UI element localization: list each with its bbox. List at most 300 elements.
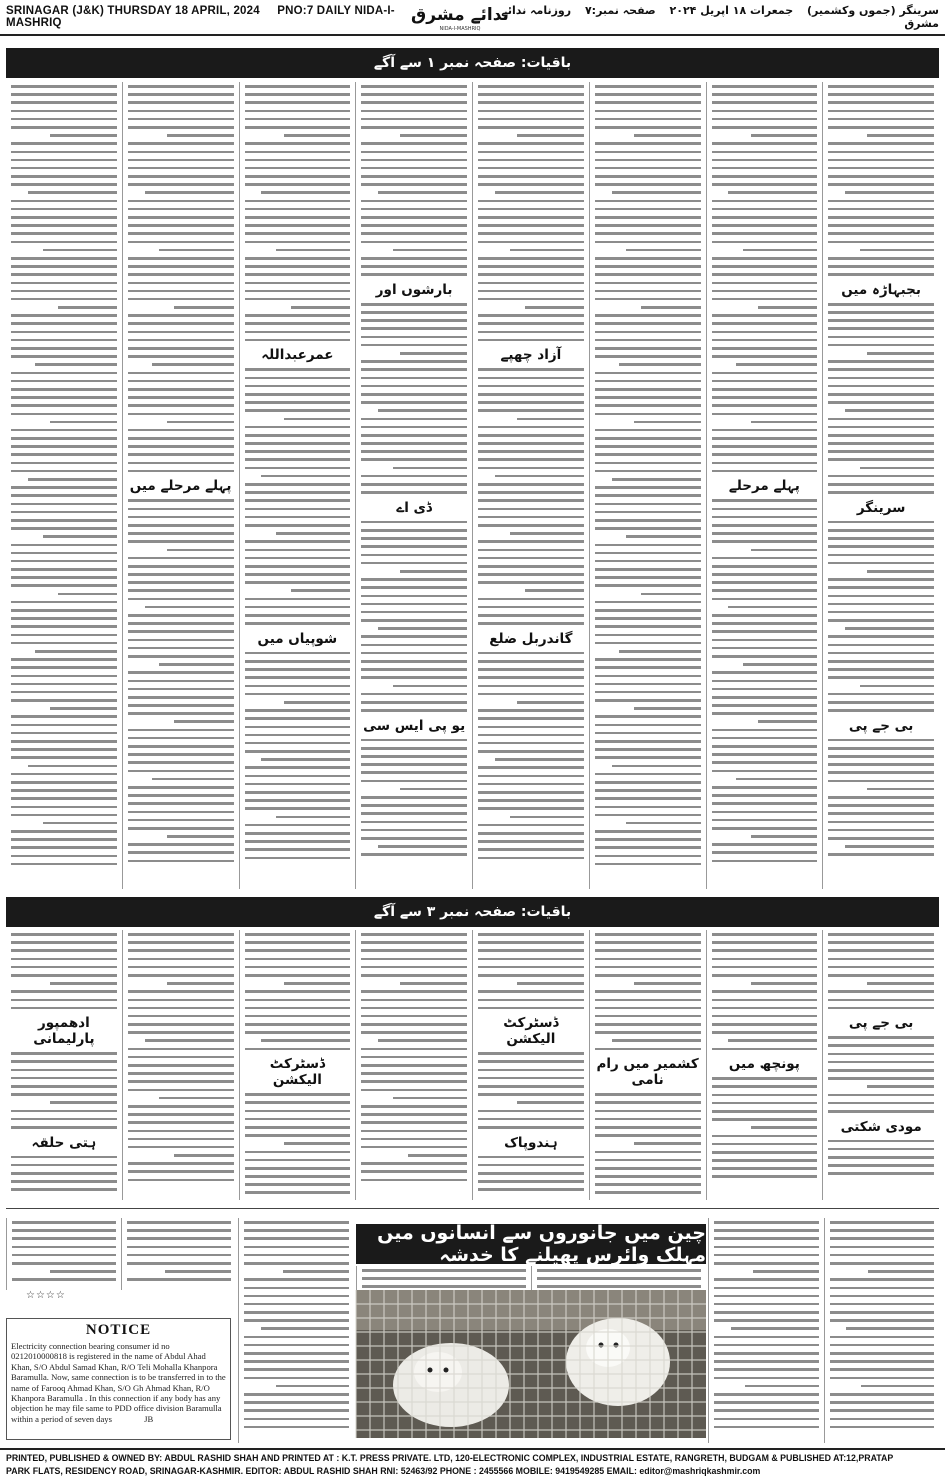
text-line — [174, 720, 233, 723]
text-line — [595, 183, 701, 186]
text-line — [12, 1278, 116, 1281]
text-line — [712, 573, 818, 576]
text-line — [11, 642, 117, 645]
text-line — [712, 1159, 818, 1162]
text-line — [478, 540, 584, 543]
text-line — [128, 200, 234, 203]
text-line — [736, 363, 817, 366]
masthead-urdu-page: صفحہ نمبر:۷ — [584, 4, 656, 17]
article-column — [6, 82, 122, 889]
text-line — [245, 298, 351, 301]
text-line — [712, 232, 818, 235]
text-line — [361, 966, 467, 969]
text-line — [361, 652, 467, 655]
text-line — [152, 363, 233, 366]
text-line — [828, 999, 934, 1002]
text-line — [128, 671, 234, 674]
article-column — [472, 930, 589, 1200]
text-line — [245, 273, 351, 276]
text-line — [828, 167, 934, 170]
text-line — [400, 352, 467, 355]
text-line — [244, 1254, 349, 1257]
text-line — [128, 639, 234, 642]
text-line — [845, 845, 934, 848]
text-line — [828, 990, 934, 993]
text-line — [361, 1031, 467, 1034]
text-line — [714, 1360, 819, 1363]
text-line — [276, 249, 350, 252]
text-line — [845, 409, 934, 412]
text-line — [128, 1023, 234, 1026]
text-line — [58, 306, 117, 309]
article-subhead: گاندربل ضلع — [489, 630, 573, 647]
text-line — [714, 1237, 819, 1240]
text-line — [712, 1151, 818, 1154]
text-line — [828, 554, 934, 557]
text-line — [245, 598, 351, 601]
text-line — [128, 380, 234, 383]
text-line — [361, 595, 467, 598]
text-line — [128, 949, 234, 952]
text-line — [11, 999, 117, 1002]
text-line — [595, 838, 701, 841]
text-line — [11, 175, 117, 178]
text-line — [361, 1146, 467, 1149]
text-line — [361, 118, 467, 121]
text-line — [595, 355, 701, 358]
text-line — [595, 175, 701, 178]
text-line — [745, 1385, 818, 1388]
feature-right-columns — [708, 1218, 939, 1443]
text-line — [595, 314, 701, 317]
text-line — [245, 1183, 351, 1186]
text-line — [245, 685, 351, 688]
text-line — [595, 118, 701, 121]
text-line — [128, 974, 234, 977]
text-line — [478, 426, 584, 429]
text-line — [12, 1229, 116, 1232]
text-line — [828, 1077, 934, 1080]
article-subhead: ادھمپور پارلیمانی — [33, 1015, 95, 1048]
text-line — [828, 208, 934, 211]
text-line — [11, 634, 117, 637]
text-line — [50, 707, 117, 710]
text-line — [712, 532, 818, 535]
text-line — [712, 1110, 818, 1113]
text-line — [291, 306, 350, 309]
text-line — [400, 788, 467, 791]
text-line — [361, 1007, 467, 1010]
article-column — [356, 1266, 531, 1290]
text-line — [128, 314, 234, 317]
text-line — [830, 1426, 935, 1429]
text-line — [11, 437, 117, 440]
text-line — [11, 609, 117, 612]
text-line — [159, 663, 233, 666]
text-line — [867, 570, 934, 573]
text-line — [828, 644, 934, 647]
text-line — [712, 933, 818, 936]
text-line — [595, 453, 701, 456]
text-line — [828, 586, 934, 589]
masthead — [0, 0, 945, 36]
text-line — [714, 1418, 819, 1421]
text-line — [478, 393, 584, 396]
text-line — [128, 802, 234, 805]
text-line — [595, 462, 701, 465]
text-line — [11, 1069, 117, 1072]
text-line — [11, 830, 117, 833]
text-line — [478, 1164, 584, 1167]
text-line — [828, 1044, 934, 1047]
text-line — [245, 93, 351, 96]
text-line — [595, 437, 701, 440]
text-line — [361, 812, 467, 815]
text-line — [245, 660, 351, 663]
text-line — [510, 532, 584, 535]
text-line — [595, 1031, 701, 1034]
text-line — [828, 344, 934, 347]
text-line — [400, 134, 467, 137]
text-line — [478, 949, 584, 952]
article-subhead: بجبہاڑہ میں — [841, 281, 921, 298]
text-line — [712, 737, 818, 740]
text-line — [11, 355, 117, 358]
text-line — [712, 990, 818, 993]
text-line — [595, 1015, 701, 1018]
text-line — [245, 322, 351, 325]
text-line — [478, 159, 584, 162]
notice-title: NOTICE — [85, 1322, 152, 1338]
text-line — [714, 1352, 819, 1355]
text-line — [478, 1180, 584, 1183]
text-line — [478, 377, 584, 380]
text-line — [128, 1138, 234, 1141]
text-line — [828, 804, 934, 807]
text-line — [478, 1085, 584, 1088]
text-line — [361, 368, 467, 371]
text-line — [595, 683, 701, 686]
text-line — [743, 663, 817, 666]
text-line — [11, 740, 117, 743]
text-line — [361, 483, 467, 486]
text-line — [245, 1031, 351, 1034]
text-line — [128, 445, 234, 448]
text-line — [595, 1048, 701, 1051]
text-line — [400, 982, 467, 985]
text-line — [128, 941, 234, 944]
text-line — [634, 707, 701, 710]
text-line — [712, 183, 818, 186]
text-line — [712, 958, 818, 961]
text-line — [145, 606, 234, 609]
text-line — [245, 1101, 351, 1104]
text-line — [828, 545, 934, 548]
text-line — [828, 336, 934, 339]
text-line — [361, 1072, 467, 1075]
text-line — [393, 685, 467, 688]
print-imprint — [0, 1448, 945, 1481]
text-line — [595, 560, 701, 563]
article-column — [122, 930, 239, 1200]
text-line — [408, 1154, 467, 1157]
article-subhead: آزاد چھپے — [500, 347, 562, 364]
text-line — [127, 1237, 231, 1240]
text-line — [830, 1278, 935, 1281]
text-line — [361, 216, 467, 219]
text-line — [361, 545, 467, 548]
text-line — [11, 781, 117, 784]
text-line — [244, 1393, 349, 1396]
caged-animals-photo-icon — [356, 1290, 706, 1438]
text-line — [361, 1162, 467, 1165]
text-line — [867, 352, 934, 355]
text-line — [361, 763, 467, 766]
text-line — [634, 982, 701, 985]
text-line — [478, 232, 584, 235]
notice-box — [6, 1318, 231, 1440]
text-line — [11, 1093, 117, 1096]
text-line — [712, 581, 818, 584]
text-line — [714, 1254, 819, 1257]
text-line — [751, 835, 818, 838]
text-line — [712, 470, 818, 473]
text-line — [828, 521, 934, 524]
text-line — [712, 118, 818, 121]
text-line — [595, 634, 701, 637]
text-line — [712, 557, 818, 560]
text-line — [244, 1377, 349, 1380]
text-line — [478, 458, 584, 461]
text-line — [595, 1126, 701, 1129]
text-line — [626, 535, 700, 538]
text-line — [12, 1246, 116, 1249]
text-line — [595, 601, 701, 604]
text-line — [828, 747, 934, 750]
text-line — [361, 999, 467, 1002]
text-line — [245, 1175, 351, 1178]
text-line — [284, 701, 351, 704]
text-line — [828, 974, 934, 977]
text-line — [378, 1039, 467, 1042]
text-line — [361, 829, 467, 832]
text-line — [361, 1121, 467, 1124]
text-line — [361, 1056, 467, 1059]
text-line — [828, 1110, 934, 1113]
text-line — [361, 101, 467, 104]
text-line — [728, 606, 817, 609]
feature-intro-strip — [356, 1266, 706, 1290]
text-line — [714, 1221, 819, 1224]
text-line — [828, 933, 934, 936]
article-column — [472, 82, 589, 889]
text-line — [478, 126, 584, 129]
text-line — [174, 1154, 233, 1157]
text-line — [361, 990, 467, 993]
article-column — [706, 82, 823, 889]
text-line — [595, 494, 701, 497]
text-line — [828, 183, 934, 186]
text-line — [128, 1056, 234, 1059]
text-line — [11, 625, 117, 628]
text-line — [595, 511, 701, 514]
text-line — [595, 1007, 701, 1010]
text-line — [361, 644, 467, 647]
text-line — [245, 614, 351, 617]
text-line — [11, 314, 117, 317]
article-subhead: بی جے پی — [848, 1015, 914, 1032]
feature-far-left-columns — [6, 1218, 236, 1290]
text-line — [712, 745, 818, 748]
text-line — [145, 1039, 234, 1042]
text-line — [478, 467, 584, 470]
text-line — [867, 788, 934, 791]
article-subhead: ڈی اے — [396, 499, 432, 516]
text-line — [828, 578, 934, 581]
text-line — [128, 499, 234, 502]
text-line — [641, 306, 700, 309]
text-line — [595, 625, 701, 628]
text-line — [846, 1327, 934, 1330]
text-line — [595, 142, 701, 145]
text-line — [11, 159, 117, 162]
text-line — [478, 1188, 584, 1191]
text-line — [11, 544, 117, 547]
text-line — [50, 1270, 116, 1273]
text-line — [595, 273, 701, 276]
text-line — [361, 85, 467, 88]
text-line — [245, 573, 351, 576]
text-line — [828, 327, 934, 330]
text-line — [712, 347, 818, 350]
text-line — [11, 699, 117, 702]
text-line — [595, 232, 701, 235]
text-line — [361, 821, 467, 824]
text-line — [478, 1007, 584, 1010]
text-line — [361, 660, 467, 663]
text-line — [595, 200, 701, 203]
text-line — [128, 827, 234, 830]
text-line — [828, 1061, 934, 1064]
text-line — [128, 573, 234, 576]
text-line — [478, 368, 584, 371]
text-line — [245, 208, 351, 211]
text-line — [595, 486, 701, 489]
text-line — [478, 499, 584, 502]
text-line — [127, 1246, 231, 1249]
text-line — [244, 1409, 349, 1412]
text-line — [595, 159, 701, 162]
text-line — [128, 470, 234, 473]
text-line — [11, 1188, 117, 1191]
text-line — [478, 183, 584, 186]
article-column — [355, 930, 472, 1200]
text-line — [595, 552, 701, 555]
text-line — [128, 298, 234, 301]
masthead-urdu — [494, 4, 939, 30]
text-line — [510, 816, 584, 819]
text-line — [245, 949, 351, 952]
text-line — [712, 388, 818, 391]
text-line — [128, 331, 234, 334]
text-line — [128, 339, 234, 342]
text-line — [478, 832, 584, 835]
text-line — [128, 322, 234, 325]
text-line — [828, 1036, 934, 1039]
text-line — [245, 676, 351, 679]
text-line — [595, 388, 701, 391]
text-line — [517, 982, 584, 985]
text-line — [128, 622, 234, 625]
text-line — [595, 265, 701, 268]
text-line — [361, 142, 467, 145]
text-line — [595, 257, 701, 260]
text-line — [478, 999, 584, 1002]
text-line — [244, 1311, 349, 1314]
text-line — [244, 1278, 349, 1281]
text-line — [128, 241, 234, 244]
text-line — [245, 549, 351, 552]
article-column — [708, 1218, 824, 1443]
text-line — [828, 303, 934, 306]
text-line — [128, 794, 234, 797]
text-line — [712, 175, 818, 178]
text-line — [245, 941, 351, 944]
text-line — [128, 843, 234, 846]
text-line — [828, 319, 934, 322]
text-line — [361, 265, 467, 268]
text-line — [830, 1377, 935, 1380]
text-line — [245, 458, 351, 461]
article-column — [822, 82, 939, 889]
text-line — [361, 377, 467, 380]
text-line — [245, 85, 351, 88]
text-line — [11, 290, 117, 293]
text-line — [128, 429, 234, 432]
text-line — [361, 603, 467, 606]
text-line — [478, 167, 584, 170]
text-line — [712, 1015, 818, 1018]
text-line — [11, 93, 117, 96]
text-line — [11, 941, 117, 944]
text-line — [478, 598, 584, 601]
text-line — [145, 191, 234, 194]
text-line — [830, 1303, 935, 1306]
text-line — [11, 1172, 117, 1175]
text-line — [478, 282, 584, 285]
text-line — [478, 840, 584, 843]
text-line — [261, 475, 350, 478]
text-line — [245, 1015, 351, 1018]
text-line — [167, 421, 234, 424]
separator-stars: ☆☆☆☆ — [26, 1290, 66, 1301]
text-line — [128, 598, 234, 601]
text-line — [478, 483, 584, 486]
text-line — [595, 1134, 701, 1137]
text-line — [478, 549, 584, 552]
text-line — [828, 611, 934, 614]
text-line — [128, 167, 234, 170]
text-line — [378, 409, 467, 412]
text-line — [758, 306, 817, 309]
text-line — [245, 426, 351, 429]
text-line — [245, 717, 351, 720]
text-line — [11, 413, 117, 416]
text-line — [478, 807, 584, 810]
text-line — [11, 933, 117, 936]
text-line — [362, 1269, 526, 1272]
text-line — [478, 101, 584, 104]
